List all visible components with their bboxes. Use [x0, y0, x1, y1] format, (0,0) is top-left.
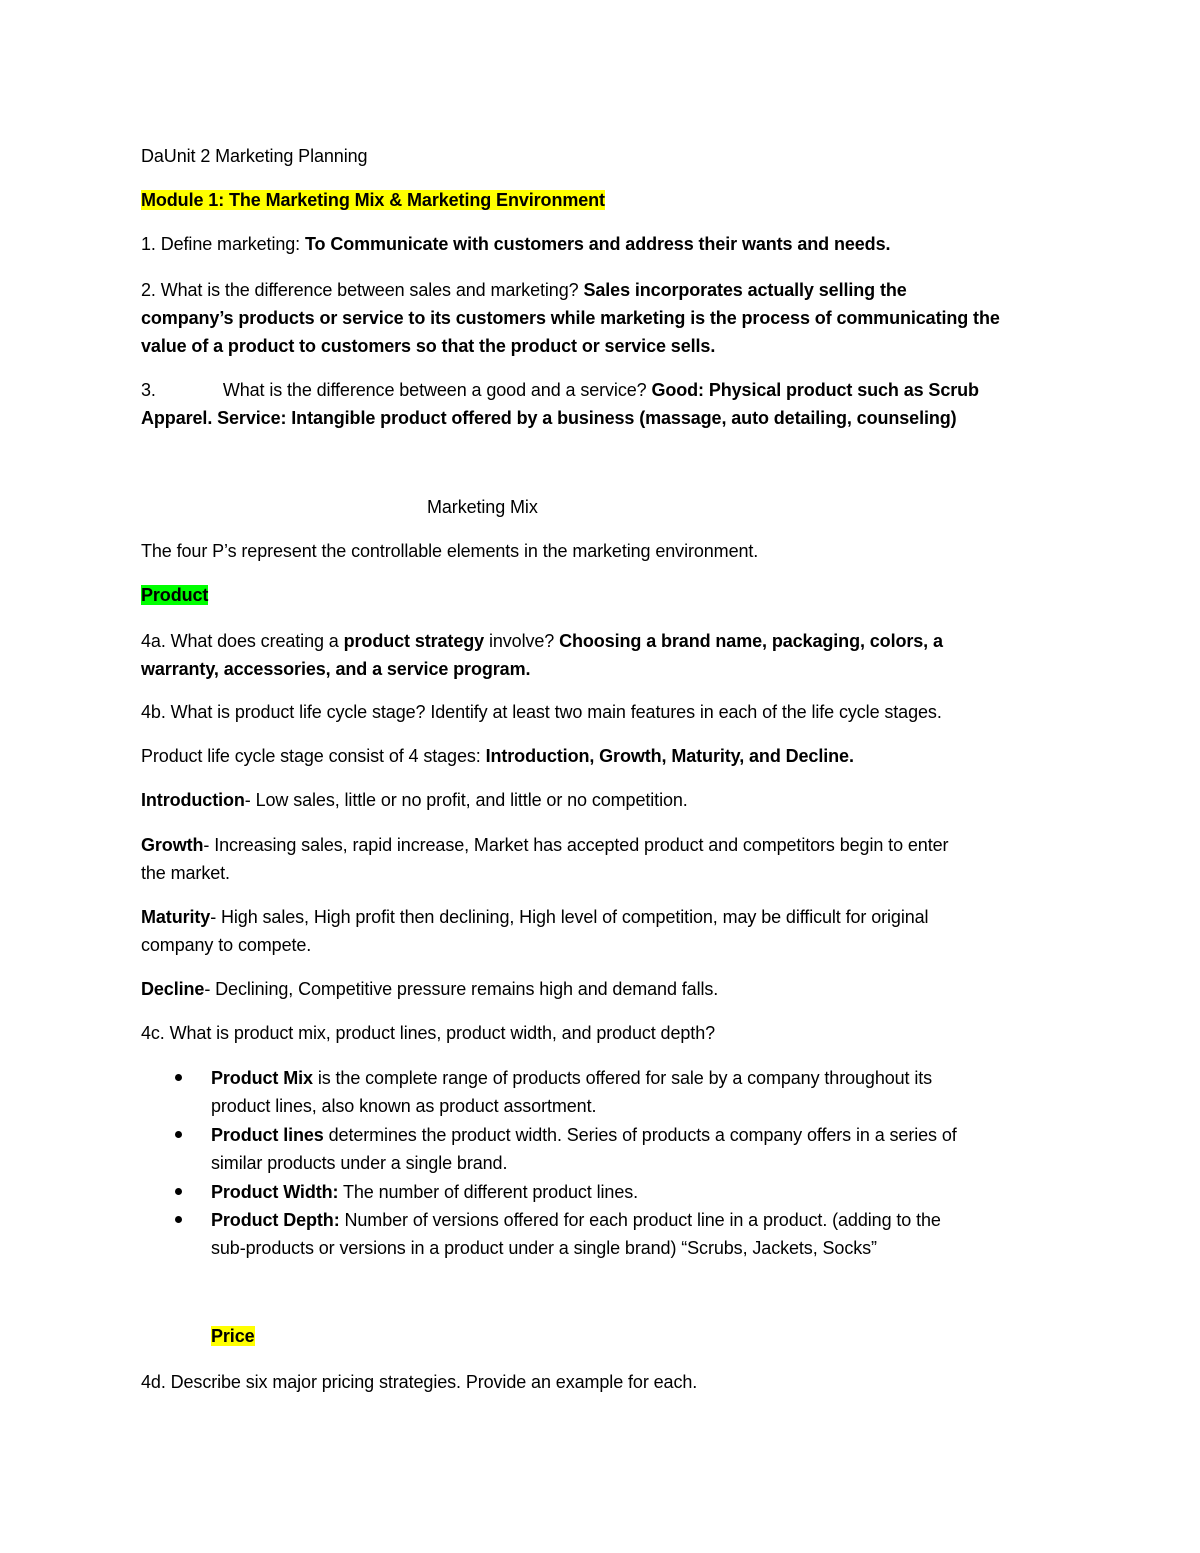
- bullet-product-lines-line-1: [211, 1124, 957, 1146]
- stage-growth-line-1: [141, 834, 948, 856]
- question-3-line-1: [141, 379, 979, 401]
- module-heading: [141, 189, 605, 211]
- question-4a-answer-line-1: Choosing a brand name, packaging, colors, a: [559, 631, 943, 651]
- product-heading: [141, 584, 208, 606]
- bullet-product-width: [211, 1181, 638, 1203]
- bullet-product-depth-line-1: [211, 1209, 941, 1231]
- module-heading-text: Module 1: The Marketing Mix & Marketing Environment: [141, 190, 605, 210]
- stage-introduction-term: Introduction: [141, 790, 245, 810]
- life-cycle-stages: Introduction, Growth, Maturity, and Decline.: [485, 746, 854, 766]
- question-1-prefix: 1. Define marketing:: [141, 234, 305, 254]
- question-4c: 4c. What is product mix, product lines, product width, and product depth?: [141, 1023, 716, 1043]
- bullet-icon: [175, 1216, 182, 1223]
- bullet-icon: [175, 1188, 182, 1195]
- question-2-answer-line-2: company’s products or service to its customers while marketing is the process of communicating the: [141, 308, 1000, 328]
- stage-growth-text-line-2: the market.: [141, 863, 230, 883]
- question-4a-line-1: [141, 630, 943, 652]
- product-mix-text-line-1: is the complete range of products offered for sale by a company throughout its: [312, 1068, 933, 1088]
- product-mix-term: Product Mix: [211, 1068, 313, 1088]
- stage-maturity-term: Maturity: [141, 907, 211, 927]
- stage-growth-text-line-1: - Increasing sales, rapid increase, Market has accepted product and competitors begin to enter: [203, 835, 949, 855]
- question-3-text: What is the difference between a good and a service?: [222, 380, 652, 400]
- life-cycle-prefix: Product life cycle stage consist of 4 stages:: [141, 746, 486, 766]
- stage-maturity-line-1: [141, 906, 928, 928]
- stage-decline: [141, 978, 718, 1000]
- marketing-mix-heading: Marketing Mix: [427, 497, 538, 517]
- product-lines-text-line-2: similar products under a single brand.: [211, 1153, 508, 1173]
- product-heading-text: Product: [141, 585, 209, 605]
- question-2-line-1: [141, 279, 907, 301]
- question-4a-term: product strategy: [343, 631, 485, 651]
- stage-introduction-text: - Low sales, little or no profit, and little or no competition.: [244, 790, 688, 810]
- stage-maturity-text-line-2: company to compete.: [141, 935, 312, 955]
- question-3-number: 3.: [141, 380, 156, 400]
- stage-growth-term: Growth: [141, 835, 204, 855]
- question-2-answer-line-3: value of a product to customers so that the product or service sells.: [141, 336, 716, 356]
- product-lines-term: Product lines: [211, 1125, 324, 1145]
- document-title: DaUnit 2 Marketing Planning: [141, 146, 368, 166]
- product-width-text: The number of different product lines.: [338, 1182, 639, 1202]
- product-depth-text-line-1: Number of versions offered for each product line in a product. (adding to the: [339, 1210, 941, 1230]
- stage-introduction: [141, 789, 688, 811]
- four-ps-statement: The four P’s represent the controllable elements in the marketing environment.: [141, 541, 759, 561]
- question-4b: 4b. What is product life cycle stage? Identify at least two main features in each of the life cycle stages.: [141, 702, 942, 722]
- question-3-answer-line-1: Good: Physical product such as Scrub: [651, 380, 979, 400]
- question-4a-middle: involve?: [484, 631, 560, 651]
- bullet-product-mix-line-1: [211, 1067, 932, 1089]
- question-1: [141, 233, 890, 255]
- bullet-icon: [175, 1131, 182, 1138]
- life-cycle-summary: [141, 745, 854, 767]
- product-mix-text-line-2: product lines, also known as product assortment.: [211, 1096, 597, 1116]
- price-heading-text: Price: [211, 1326, 255, 1346]
- bullet-icon: [175, 1074, 182, 1081]
- question-2-answer-line-1: Sales incorporates actually selling the: [583, 280, 907, 300]
- product-lines-text-line-1: determines the product width. Series of products a company offers in a series of: [323, 1125, 957, 1145]
- question-3-answer-line-2: Apparel. Service: Intangible product offered by a business (massage, auto detailing, counseling): [141, 408, 957, 428]
- price-heading: [211, 1325, 255, 1347]
- product-depth-term: Product Depth:: [211, 1210, 340, 1230]
- stage-decline-text: - Declining, Competitive pressure remains high and demand falls.: [204, 979, 719, 999]
- product-width-term: Product Width:: [211, 1182, 339, 1202]
- question-4d: 4d. Describe six major pricing strategies. Provide an example for each.: [141, 1372, 698, 1392]
- product-depth-text-line-2: sub-products or versions in a product under a single brand) “Scrubs, Jackets, Socks”: [211, 1238, 877, 1258]
- question-4a-answer-line-2: warranty, accessories, and a service program.: [141, 659, 531, 679]
- question-1-answer: To Communicate with customers and address their wants and needs.: [304, 234, 891, 254]
- stage-decline-term: Decline: [141, 979, 205, 999]
- stage-maturity-text-line-1: - High sales, High profit then declining, High level of competition, may be difficult for original: [210, 907, 929, 927]
- question-2-prefix: 2. What is the difference between sales and marketing?: [141, 280, 584, 300]
- question-4a-prefix: 4a. What does creating a: [141, 631, 344, 651]
